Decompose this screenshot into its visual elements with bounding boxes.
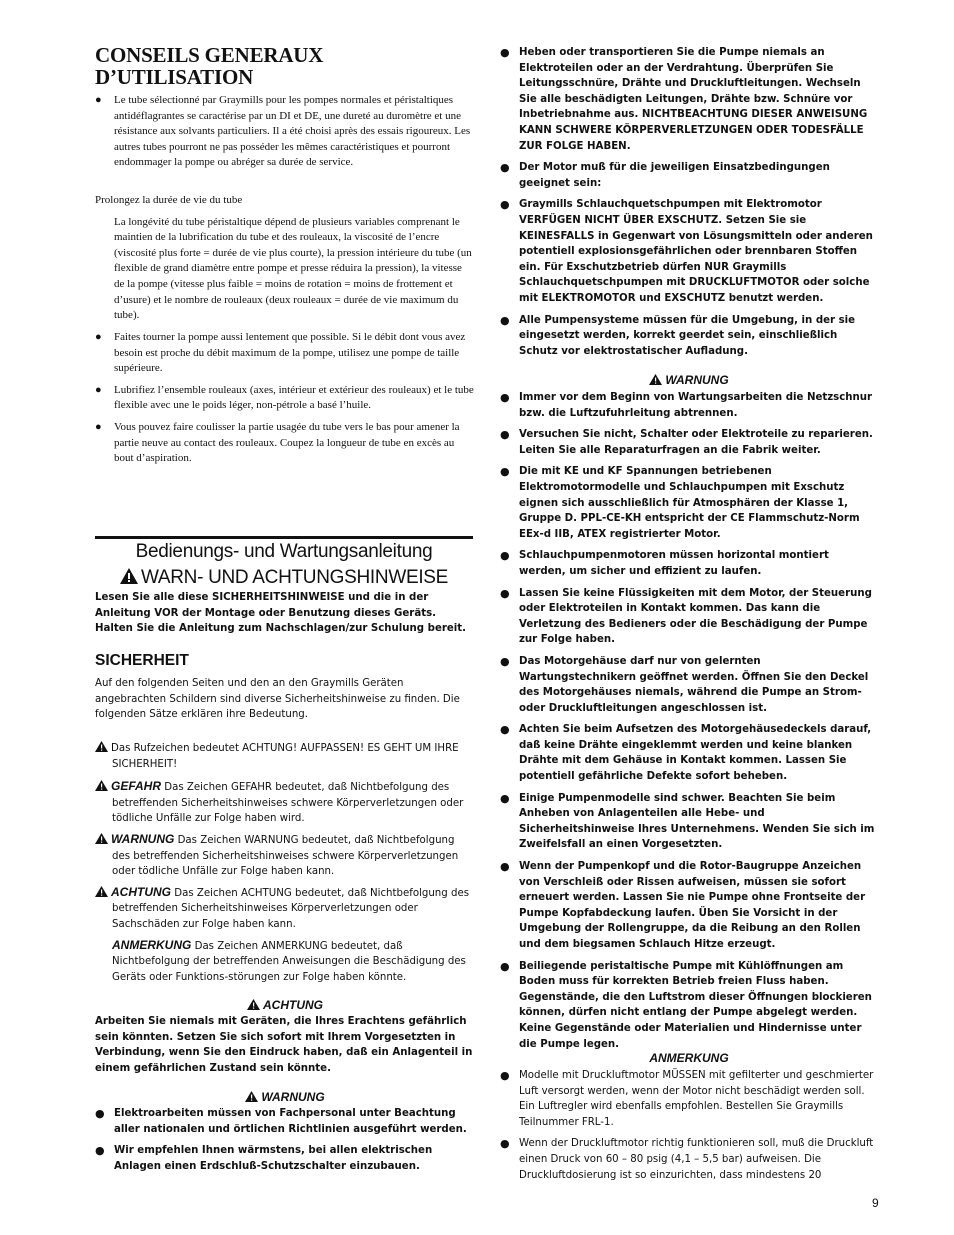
list-item — [95, 383, 475, 414]
french-prolong — [95, 193, 475, 324]
german-subtitle — [95, 566, 473, 590]
list-item: ● Achten Sie beim Aufsetzen des Motorgehäusedeckels darauf, daß keine Drähte eingeklemmt werden und keine blanken Drähte mit dem Gehäuse in Kontakt kommen. Lassen Sie potentiell gefährliche Defekte sofort beheben. — [500, 723, 872, 783]
french-bullet-text: Faites tourner la pompe aussi lentement que possible. Si le débit dont vous avez besoin est proche du débit maximum de la pompe, utilisez une pompe de taille supérieure. — [114, 331, 466, 375]
safety-text: Auf den folgenden Seiten und den an den Graymills Geräten angebrachten Schildern sind diverse Sicherheitshinweise zu finden. Die folgenden Sätze erklären ihre Bedeutung. — [95, 678, 460, 721]
list-item — [95, 330, 475, 377]
french-heading-line1: CONSEILS GENERAUX — [95, 43, 324, 67]
warning-triangle-icon — [245, 1091, 258, 1102]
sig-gefahr: GEFAHR Das Zeichen GEFAHR bedeutet, daß Nichtbefolgung des betreffenden Sicherheitshinweises schwere Körperverletzungen oder tödliche Unfälle zur Folge haben wird. — [95, 779, 475, 827]
sig-anmerkung: ANMERKUNG Das Zeichen ANMERKUNG bedeutet, daß Nichtbefolgung der betreffenden Anweisungen die Beschädigung des Geräts oder Funktions-störungen zur Folge haben könnte. — [112, 937, 466, 983]
page-number: 9 — [872, 1196, 879, 1210]
warnung-list — [95, 1106, 475, 1174]
bullet-icon: ● — [500, 1069, 510, 1082]
list-item: ● Einige Pumpenmodelle sind schwer. Beachten Sie beim Anheben von Anlagenteilen alle Hebe- und Sicherheitshinweise Ihres Unternehmens. Wenden Sie sich im Zweifelsfall an einen Vorgesetzten. — [500, 791, 875, 851]
bullet-icon: ● — [95, 94, 102, 106]
bullet-icon: ● — [500, 391, 510, 404]
list-item: ● Schlauchpumpenmotoren müssen horizontal montiert werden, um sicher und effizient zu laufen. — [500, 549, 829, 577]
bullet-icon: ● — [500, 313, 510, 327]
french-bullet-text: Lubrifiez l’ensemble rouleaux (axes, intérieur et extérieur des rouleaux) et le tube flexible avec une le poids léger, non-pétrole a basé l’huile. — [114, 383, 474, 412]
list-item: ● Modelle mit Druckluftmotor MÜSSEN mit gefilterter und geschmierter Luft versorgt werden, wenn der Motor nicht beschädigt werden soll. Ein Luftregler wird ebenfalls empfohlen. Bestellen Sie Graymills Teilnummer FRL-1. — [500, 1069, 874, 1128]
signal-word-definitions — [95, 741, 475, 985]
bullet-icon: ● — [95, 420, 102, 433]
bullet-icon: ● — [500, 549, 510, 563]
french-bullet-text: Le tube sélectionné par Graymills pour les pompes normales et péristaltiques antidéflagrantes se caractérise par un DI et DE, une dureté au duromètre et une résistance aux solvants particuliers. Il a été choisi après des essais rigoureux. Les autres tubes pourront ne pas posséder les mêmes caractéristiques et pourront endommager la pompe ou abréger sa durée de service. — [114, 94, 471, 169]
french-list-bottom — [95, 330, 475, 467]
warnung-heading: WARNUNG — [95, 1089, 475, 1105]
list-item: ● Lassen Sie keine Flüssigkeiten mit dem Motor, der Steuerung oder Elektroteilen in Kontakt kommen. Das kann die Verletzung des Bedieners oder die Beschädigung der Pumpe zur Folge haben. — [500, 586, 872, 646]
section-divider — [95, 536, 473, 539]
list-item: ● Elektroarbeiten müssen von Fachpersonal unter Beachtung aller nationalen und örtlichen Richtlinien ausgeführt werden. — [95, 1107, 467, 1135]
bullet-icon: ● — [500, 198, 510, 212]
bullet-icon: ● — [95, 1107, 105, 1120]
bullet-icon: ● — [95, 1144, 105, 1158]
bullet-icon: ● — [500, 586, 510, 600]
bullet-icon: ● — [500, 860, 510, 874]
anmerkung-heading: ANMERKUNG — [649, 1051, 729, 1065]
bullet-icon: ● — [500, 791, 510, 805]
bullet-icon: ● — [500, 46, 510, 59]
list-item: ● Das Motorgehäuse darf nur von gelernten Wartungstechnikern geöffnet werden. Öffnen Sie den Deckel des Motorgehäuses niemals, während die Pumpe an Strom- oder Druckluftleitungen angeschlossen ist. — [500, 654, 869, 714]
sig-attention: Das Rufzeichen bedeutet ACHTUNG! AUFPASSEN! ES GEHT UM IHRE SICHERHEIT! — [95, 741, 475, 772]
warning-triangle-icon — [95, 833, 108, 844]
german-intro: Lesen Sie alle diese SICHERHEITSHINWEISE und die in der Anleitung VOR der Montage oder Benutzung dieses Geräts. Halten Sie die Anleitung zum Nachschlagen/zur Schulung bereit. — [95, 592, 467, 635]
list-item: ● Beiliegende peristaltische Pumpe mit Kühlöffnungen am Boden muss für korrekten Betrieb freien Fluss haben. Gegenstände, die den Luftstrom dieser Öffnungen blockieren können, dürfen nicht entlang der Pumpe abgelegt werden. Keine Gegenstände oder Materialien und Hindernisse unter die Pumpe legen. — [500, 959, 872, 1050]
bullet-icon: ● — [95, 383, 102, 396]
list-item: ● Wenn der Pumpenkopf und die Rotor-Baugruppe Anzeichen von Verschleiß oder Rissen aufweisen, müssen sie sofort erneuert werden. Lassen Sie nie Pumpe ohne Frontseite der Pumpe Kopfabdeckung laufen. Üben Sie Vorsicht in der Umgebung der Rollengruppe, da die Reibung an den Rollen und dem biegsamen Schlauch Hitze erzeugt. — [500, 860, 866, 950]
list-item: ● Immer vor dem Beginn von Wartungsarbeiten die Netzschnur bzw. die Luftzufuhrleitung abtrennen. — [500, 391, 873, 419]
list-item: ● Versuchen Sie nicht, Schalter oder Elektroteile zu reparieren. Leiten Sie alle Reparaturfragen an die Fabrik weiter. — [500, 428, 873, 456]
list-item: ● Alle Pumpensysteme müssen für die Umgebung, in der sie eingesetzt werden, korrekt geerdet sein, einschließlich Schutz vor elektrostatischer Aufladung. — [500, 313, 856, 357]
bullet-icon: ● — [500, 428, 510, 442]
french-heading-line2: D’UTILISATION — [95, 65, 254, 89]
warnung-heading-2: WARNUNG — [500, 372, 878, 388]
bullet-icon: ● — [500, 723, 510, 737]
list-item: ● Der Motor muß für die jeweiligen Einsatzbedingungen geeignet sein: — [500, 161, 830, 189]
german-subtitle-text: WARN- UND ACHTUNGSHINWEISE — [140, 567, 449, 588]
list-item: ● Wenn der Druckluftmotor richtig funktionieren soll, muß die Druckluft einen Druck von 60 – 80 psig (4,1 – 5,5 bar) aufweisen. Die Druckluftdosierung ist so einzurichten, dass mindestens 20 — [500, 1137, 874, 1181]
list-item: ● Graymills Schlauchquetschpumpen mit Elektromotor VERFÜGEN NICHT ÜBER EXSCHUTZ. Setzen Sie sie KEINESFALLS in Gegenwart von Lösungsmitteln oder anderen potentiell explosionsgefährlichen oder brennbaren Stoffen ein. Für Exschutzbetrieb dürfen NUR Graymills Schlauchquetschpumpen mit DRUCKLUFTMOTOR oder solche mit ELEKTROMOTOR und EXSCHUTZ benutzt werden. — [500, 198, 873, 304]
right-list-top — [500, 45, 878, 359]
anmerkung-list — [500, 1068, 878, 1183]
bullet-icon: ● — [500, 959, 510, 973]
french-bullet-text: Vous pouvez faire coulisser la partie usagée du tube vers le bas pour amener la partie neuve au contact des rouleaux. Coupez la longueur de tube en excès au bout d’aspiration. — [114, 420, 460, 465]
prolong-text: La longévité du tube péristaltique dépend de plusieurs variables comprenant le maintien de la lubrification du tube et des rouleaux, la viscosité de l’encre (viscosité plus forte = durée de vie plus courte), la pression intérieure du tube (un flexible de grand diamètre entre pompe et presse réduira la pression), la vitesse de la pompe (vitesse plus faible = moins de rotation = moins de frottement et d’usure) et le nombre de rouleaux (deux rouleaux = durée de vie maximum du tube). — [114, 215, 472, 322]
warning-triangle-icon — [95, 886, 108, 897]
warnung-list-2 — [500, 390, 878, 1052]
bullet-icon: ● — [95, 331, 102, 343]
list-item: ● Wir empfehlen Ihnen wärmstens, bei allen elektrischen Anlagen einen Erdschluß-Schutzschalter einzubauen. — [95, 1144, 433, 1172]
bullet-icon: ● — [500, 1137, 510, 1151]
achtung-text: Arbeiten Sie niemals mit Geräten, die Ihres Erachtens gefährlich sein könnten. Setzen Sie sich sofort mit Ihrem Vorgesetzten in Verbindung, wenn Sie den Eindruck haben, daß ein Anlagenteil in einem gefährlichen Zustand sein könnte. — [95, 1016, 473, 1074]
sig-achtung: ACHTUNG Das Zeichen ACHTUNG bedeutet, daß Nichtbefolgung des betreffenden Sicherheitshinweises Körperverletzungen oder Sachschäden zur Folge haben kann. — [95, 885, 475, 933]
warning-triangle-icon — [95, 780, 108, 791]
french-list-top — [95, 93, 475, 171]
warning-triangle-icon — [649, 374, 662, 385]
french-heading — [95, 44, 475, 88]
list-item — [95, 93, 475, 171]
warning-triangle-icon — [247, 999, 260, 1010]
bullet-icon: ● — [500, 654, 510, 668]
prolong-label: Prolongez la durée de vie du tube — [95, 194, 243, 206]
safety-heading: SICHERHEIT — [95, 652, 189, 669]
list-item: ● Die mit KE und KF Spannungen betriebenen Elektromotormodelle und Schlauchpumpen mit Exschutz eignen sich ausschließlich für Atmosphären der Klasse 1, Gruppe D. PPL-CE-KH entspricht der CE Flammschutz-Norm EEx-d IIB, ATEX registrierter Motor. — [500, 465, 860, 540]
german-title: Bedienungs- und Wartungsanleitung — [135, 541, 433, 562]
sig-warnung: WARNUNG Das Zeichen WARNUNG bedeutet, daß Nichtbefolgung des betreffenden Sicherheitshinweises schwere Körperverletzungen oder tödliche Unfälle zur Folge haben kann. — [95, 832, 475, 880]
bullet-icon: ● — [500, 465, 510, 479]
warning-triangle-icon — [120, 568, 138, 584]
list-item: ● Heben oder transportieren Sie die Pumpe niemals an Elektroteilen oder an der Verdrahtung. Überprüfen Sie Leitungsschnüre, Drähte und Druckluftleitungen. Wechseln Sie alle beschädigten Leitungen, Drähte bzw. Schnüre vor Inbetriebnahme aus. NICHTBEACHTUNG DIESER ANWEISUNG KANN SCHWERE KÖRPERVERLETZUNGEN ODER TODESFÄLLE ZUR FOLGE HABEN. — [500, 46, 868, 152]
warning-triangle-icon — [95, 741, 108, 752]
list-item — [95, 420, 475, 467]
bullet-icon: ● — [500, 161, 510, 175]
achtung-heading: ACHTUNG — [95, 997, 475, 1013]
